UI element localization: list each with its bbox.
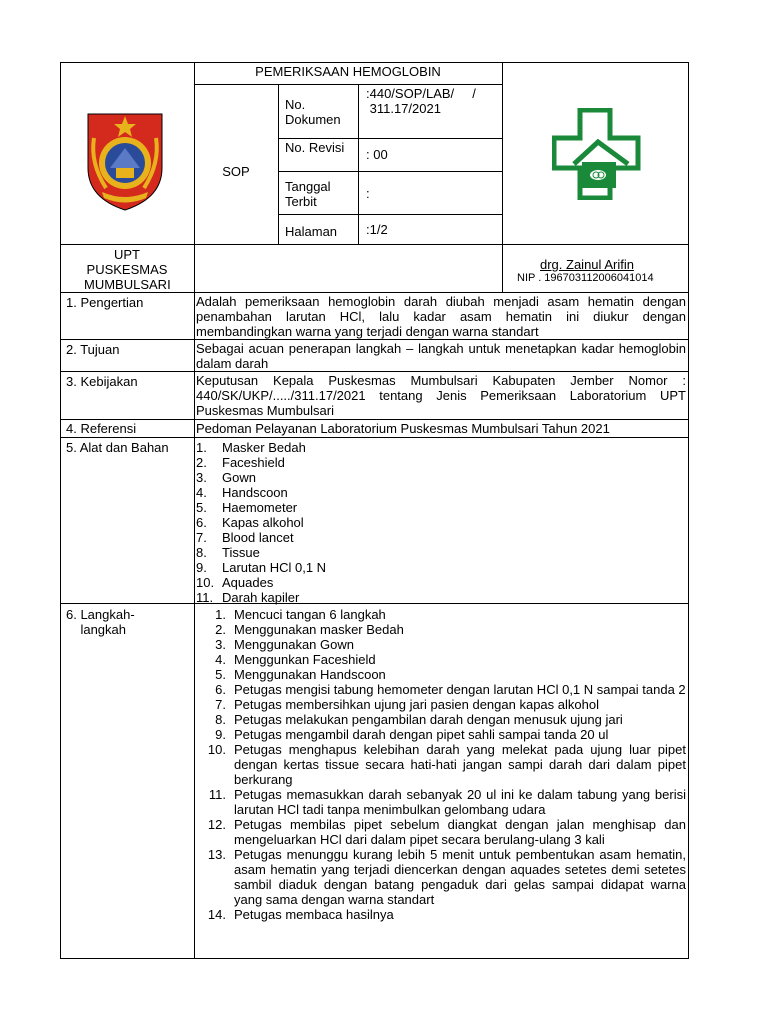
section-label-langkah: 6. Langkah- langkah [66,607,135,637]
list-item [196,515,686,530]
section-label-pengertian: 1. Pengertian [66,295,144,310]
table-border-bottom [60,958,689,959]
list-item [196,455,686,470]
field-value-no-revisi: : 00 [366,147,388,162]
row-divider [60,244,689,245]
sop-label: SOP [222,164,250,179]
list-item-number: 7. [215,697,226,712]
list-item-number: 10. [207,742,226,757]
list-item [196,575,686,590]
field-label-tanggal-terbit: Tanggal Terbit [285,179,331,209]
list-item [206,637,686,652]
list-item-text: Petugas menghapus kelebihan darah yang melekat pada ujung luar pipet dengan kertas tissue secara hati-hati jangan sampi darah dari dalam pipet berkurang [234,742,686,787]
list-item [196,500,686,515]
list-item [206,667,686,682]
emblem-label: JEMBER [114,190,136,196]
list-item-text: Darah kapiler [222,590,300,605]
list-item-text: Masker Bedah [222,440,306,455]
row-divider [194,84,502,85]
section-label-alat: 5. Alat dan Bahan [66,440,169,455]
list-item-number: 12. [207,817,226,832]
list-item-text: Tissue [222,545,260,560]
list-item [206,652,686,667]
langkah-list [206,607,686,922]
section-text-pengertian: Adalah pemeriksaan hemoglobin darah diubah menjadi asam hematin dengan penambahan larutan HCl, lalu kadar asam hematin ini diukur dengan membandingkan warna yang terjadi dengan warna standart [196,294,686,339]
list-item-text: Petugas membilas pipet sebelum diangkat dengan jalan menghisap dan mengeluarkan HCl dari dalam pipet secara berulang-ulang 3 kali [234,817,686,847]
list-item [196,560,686,575]
list-item-number: 8. [215,712,226,727]
list-item-number: 4. [196,485,207,500]
row-divider [60,371,689,372]
list-item [206,622,686,637]
list-item-number: 6. [196,515,207,530]
column-divider [358,84,359,244]
list-item-text: Kapas alkohol [222,515,304,530]
list-item-text: Petugas menunggu kurang lebih 5 menit untuk pembentukan asam hematin, asam hematin yang terjadi diencerkan dengan aquades setetes demi setetes sambil diaduk dengan batang pengaduk dari gelas sampai didapat warna yang sama dengan warna standart [234,847,686,907]
list-item [206,712,686,727]
row-divider [60,292,689,293]
list-item [206,697,686,712]
list-item-number: 11. [208,787,226,802]
list-item-text: Handscoon [222,485,288,500]
list-item-text: Petugas melakukan pengambilan darah dengan menusuk ujung jari [234,712,623,727]
table-border-top [60,62,689,63]
section-text-referensi: Pedoman Pelayanan Laboratorium Puskesmas Mumbulsari Tahun 2021 [196,421,610,436]
list-item-text: Mencuci tangan 6 langkah [234,607,386,622]
list-item-number: 8. [196,545,207,560]
row-divider [278,171,502,172]
field-label-no-revisi: No. Revisi [285,140,345,155]
list-item-number: 10. [196,575,215,590]
list-item-text: Gown [222,470,256,485]
list-item-number: 4. [215,652,226,667]
list-item-text: Petugas mengambil darah dengan pipet sahli sampai tanda 20 ul [234,727,609,742]
section-label-tujuan: 2. Tujuan [66,342,120,357]
row-divider [60,437,689,438]
list-item-text: Haemometer [222,500,298,515]
list-item [206,907,686,922]
list-item [206,847,686,907]
row-divider [60,339,689,340]
list-item-text: Menggunakan Handscoon [234,667,386,682]
field-value-tanggal-terbit: : [366,186,370,201]
table-border-right [688,62,689,959]
alat-list [196,440,686,605]
jember-emblem-icon [80,108,170,216]
section-label-kebijakan: 3. Kebijakan [66,374,138,389]
list-item-number: 9. [196,560,207,575]
section-text-kebijakan: Keputusan Kepala Puskesmas Mumbulsari Kabupaten Jember Nomor : 440/SK/UKP/...../311.17/2021 tentang Jenis Pemeriksaan Laboratorium UPT Puskesmas Mumbulsari [196,373,686,418]
list-item-text: Petugas memasukkan darah sebanyak 20 ul ini ke dalam tabung yang berisi larutan HCl tadi tanpa menimbulkan gelombang udara [234,787,686,817]
list-item-text: Menggunakan masker Bedah [234,622,404,637]
list-item [206,607,686,622]
list-item-text: Petugas membaca hasilnya [234,907,394,922]
list-item-number: 11. [196,590,214,605]
list-item [196,470,686,485]
row-divider [60,419,689,420]
field-value-no-dokumen: :440/SOP/LAB/ / 311.17/2021 [366,86,476,116]
list-item-number: 2. [215,622,226,637]
field-value-halaman: :1/2 [366,222,388,237]
list-item-number: 3. [196,470,207,485]
list-item-number: 6. [215,682,226,697]
jember-emblem [80,108,170,216]
list-item-text: Faceshield [222,455,285,470]
field-label-halaman: Halaman [285,224,338,239]
list-item-text: Aquades [222,575,274,590]
list-item [196,440,686,455]
list-item-number: 3. [215,637,226,652]
list-item-text: Larutan HCl 0,1 N [222,560,327,575]
org-name: UPT PUSKESMAS MUMBULSARI [84,247,171,292]
list-item [196,530,686,545]
column-divider [502,62,503,292]
puskesmas-logo [552,108,642,200]
list-item [196,590,686,605]
list-item-text: Menggunkan Faceshield [234,652,376,667]
column-divider [194,62,195,958]
list-item [196,485,686,500]
list-item-number: 14. [207,907,226,922]
list-item-text: Menggunakan Gown [234,637,354,652]
section-text-tujuan: Sebagai acuan penerapan langkah – langkah untuk menetapkan kadar hemoglobin dalam darah [196,341,686,371]
list-item-number: 2. [196,455,207,470]
list-item [206,817,686,847]
document-title: PEMERIKSAAN HEMOGLOBIN [255,64,441,79]
section-label-referensi: 4. Referensi [66,421,137,436]
field-label-no-dokumen: No. Dokumen [285,97,341,127]
list-item [206,727,686,742]
list-item-number: 5. [215,667,226,682]
list-item [206,787,686,817]
list-item [196,545,686,560]
list-item [206,682,686,697]
row-divider [278,214,502,215]
row-divider [278,138,502,139]
list-item-number: 5. [196,500,207,515]
list-item [206,742,686,787]
list-item-number: 1. [215,607,226,622]
list-item-number: 7. [196,530,207,545]
list-item-number: 9. [215,727,226,742]
list-item-number: 13. [207,847,226,862]
signer-nip: NIP . 196703112006041014 [517,272,654,284]
list-item-text: Blood lancet [222,530,294,545]
list-item-number: 1. [196,440,207,455]
signer-name: drg. Zainul Arifin [540,257,634,272]
list-item-text: Petugas membersihkan ujung jari pasien dengan kapas alkohol [234,697,599,712]
puskesmas-cross-icon [552,108,642,200]
table-border-left [60,62,61,959]
column-divider [278,84,279,244]
list-item-text: Petugas mengisi tabung hemometer dengan larutan HCl 0,1 N sampai tanda 2 [234,682,686,697]
